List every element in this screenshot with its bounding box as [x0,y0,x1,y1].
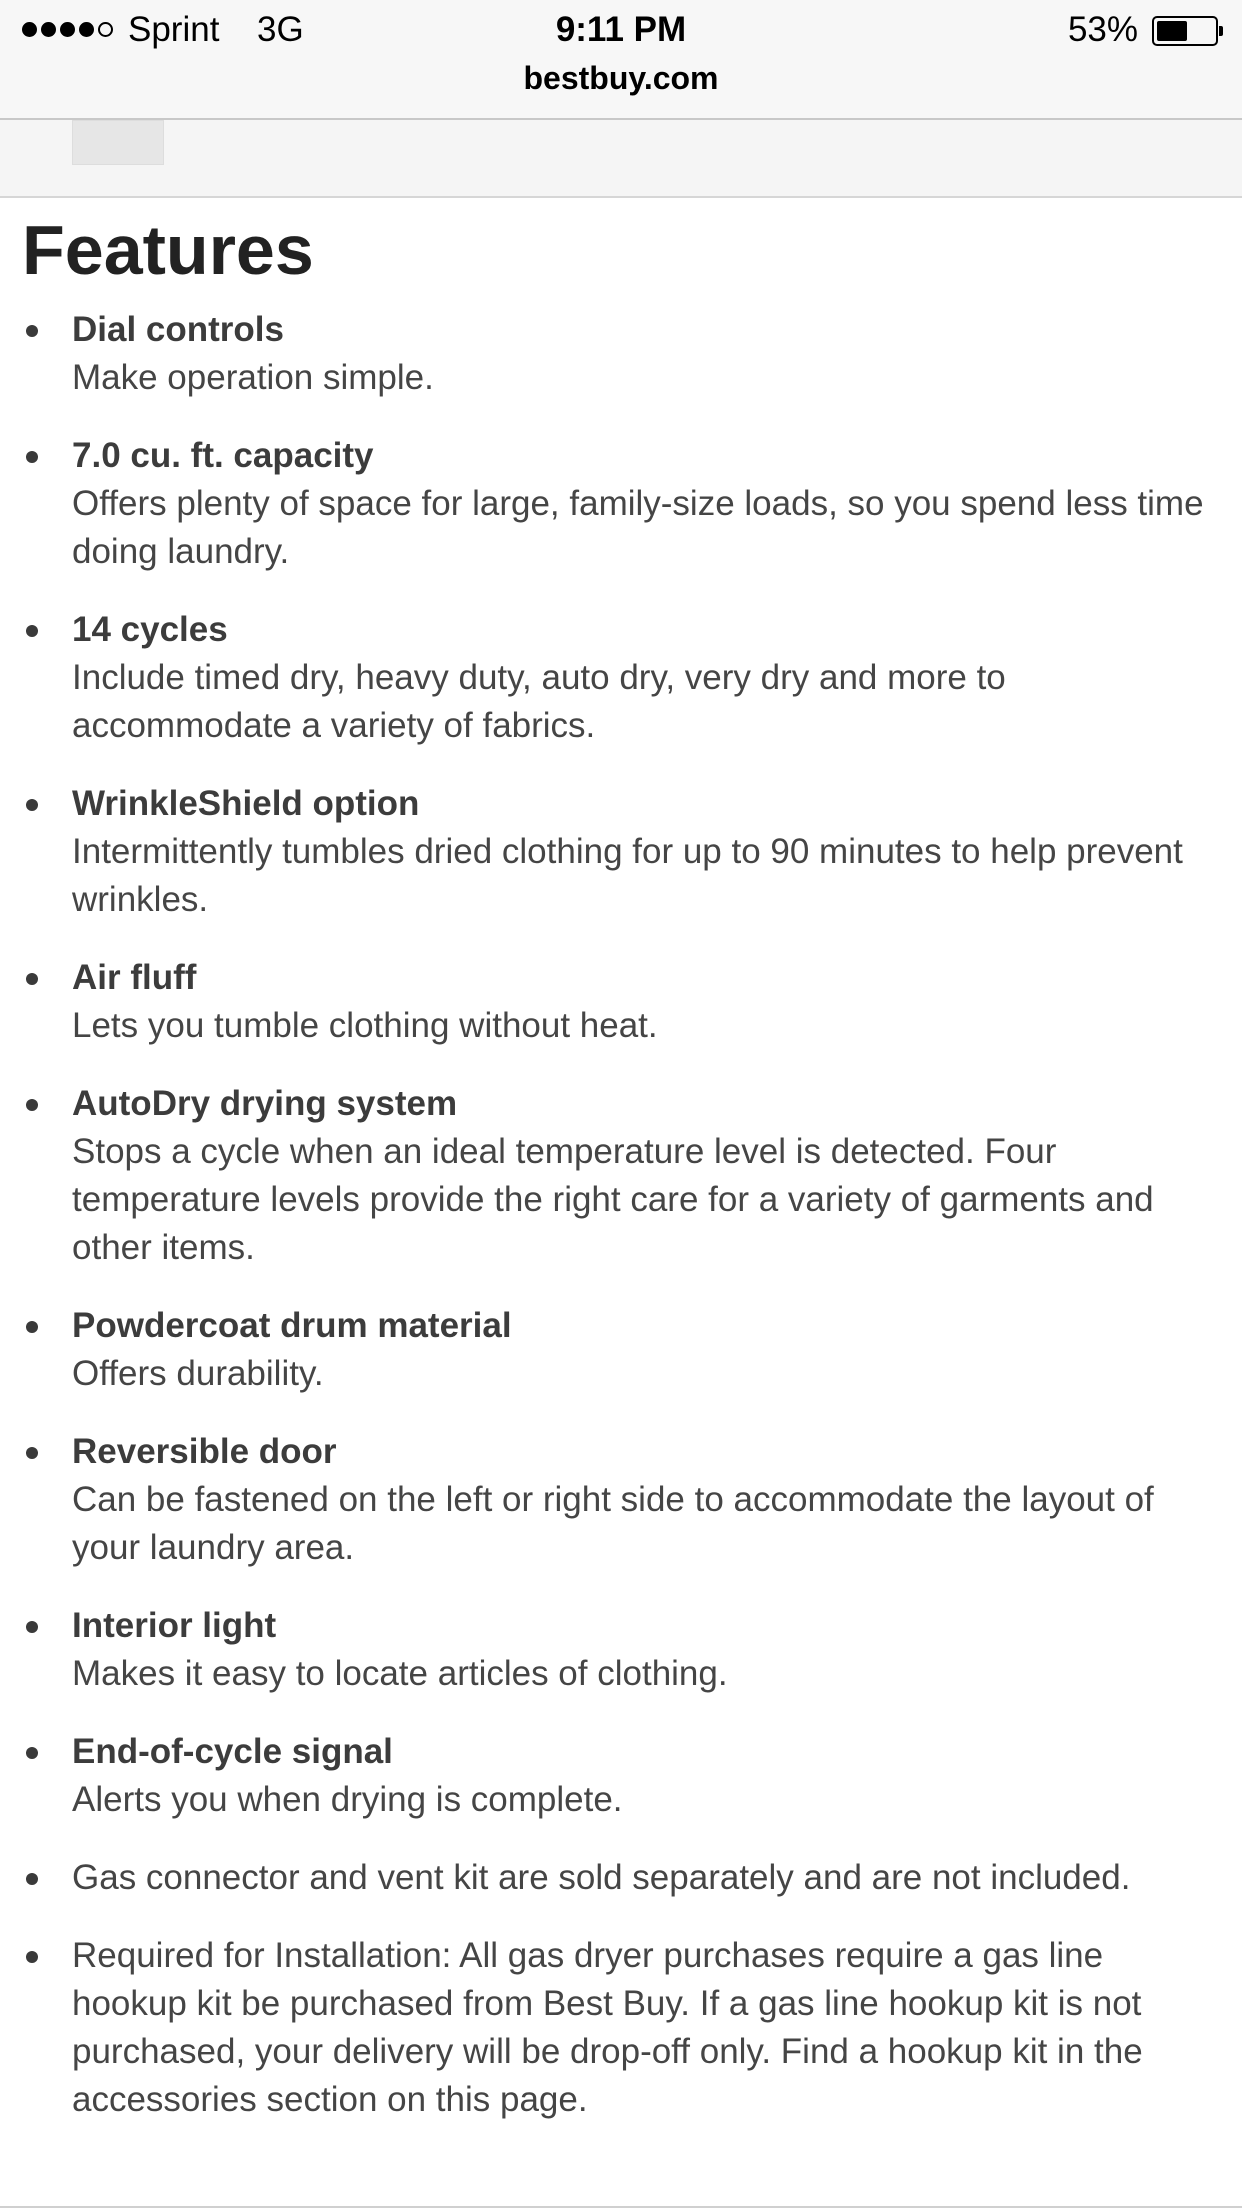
battery-percentage: 53% [1067,10,1138,49]
feature-item [0,1854,1242,1902]
network-type: 3G [257,10,304,49]
feature-title: End-of-cycle signal [72,1732,393,1771]
features-list [0,306,1242,2154]
features-heading: Features [22,211,314,289]
feature-description: Offers durability. [72,1354,324,1393]
bullet-icon [26,451,38,463]
feature-description: Make operation simple. [72,358,434,397]
bullet-icon [26,1099,38,1111]
feature-title: Air fluff [72,958,197,997]
bullet-icon [26,799,38,811]
bullet-icon [26,1447,38,1459]
bullet-icon [26,625,38,637]
feature-title: WrinkleShield option [72,784,420,823]
feature-item [0,780,1242,924]
feature-description: Offers plenty of space for large, family-size loads, so you spend less time doing laundry. [72,484,1204,571]
bullet-icon [26,325,38,337]
feature-title: Reversible door [72,1432,337,1471]
feature-title: 7.0 cu. ft. capacity [72,436,374,475]
feature-item [0,1932,1242,2124]
feature-item [0,432,1242,576]
feature-description: Lets you tumble clothing without heat. [72,1006,658,1045]
battery-fill [1157,21,1187,41]
bullet-icon [26,1621,38,1633]
feature-title: AutoDry drying system [72,1084,458,1123]
product-thumbnail[interactable] [72,120,164,165]
feature-item [0,1602,1242,1698]
battery-nub [1219,26,1223,36]
bullet-icon [26,973,38,985]
feature-title: 14 cycles [72,610,228,649]
bullet-icon [26,1873,38,1885]
feature-description: Makes it easy to locate articles of clothing. [72,1654,728,1693]
feature-item [0,1302,1242,1398]
feature-item [0,1728,1242,1824]
product-thumbnail-strip [0,120,1242,198]
feature-item [0,306,1242,402]
feature-item [0,954,1242,1050]
feature-description: Gas connector and vent kit are sold separately and are not included. [72,1858,1131,1897]
status-time: 9:11 PM [555,10,687,49]
battery-icon [1152,16,1218,46]
feature-description: Required for Installation: All gas dryer purchases require a gas line hookup kit be purchased from Best Buy. If a gas line hookup kit is not purchased, your delivery will be drop-off only. Find a hookup kit in the accessories section on this page. [72,1936,1143,2119]
carrier-name: Sprint [128,10,220,49]
feature-item [0,606,1242,750]
feature-title: Powdercoat drum material [72,1306,512,1345]
feature-description: Alerts you when drying is complete. [72,1780,623,1819]
bullet-icon [26,1747,38,1759]
bullet-icon [26,1321,38,1333]
feature-description: Include timed dry, heavy duty, auto dry, very dry and more to accommodate a variety of fabrics. [72,658,1006,745]
bullet-icon [26,1951,38,1963]
feature-title: Dial controls [72,310,284,349]
status-bar [0,0,1242,60]
browser-top-bar [0,0,1242,120]
feature-title: Interior light [72,1606,277,1645]
feature-item [0,1080,1242,1272]
feature-description: Stops a cycle when an ideal temperature level is detected. Four temperature levels provide the right care for a variety of garments and other items. [72,1132,1154,1267]
feature-description: Intermittently tumbles dried clothing for up to 90 minutes to help prevent wrinkles. [72,832,1183,919]
feature-item [0,1428,1242,1572]
feature-description: Can be fastened on the left or right side to accommodate the layout of your laundry area. [72,1480,1154,1567]
url-bar[interactable]: bestbuy.com [523,60,719,96]
